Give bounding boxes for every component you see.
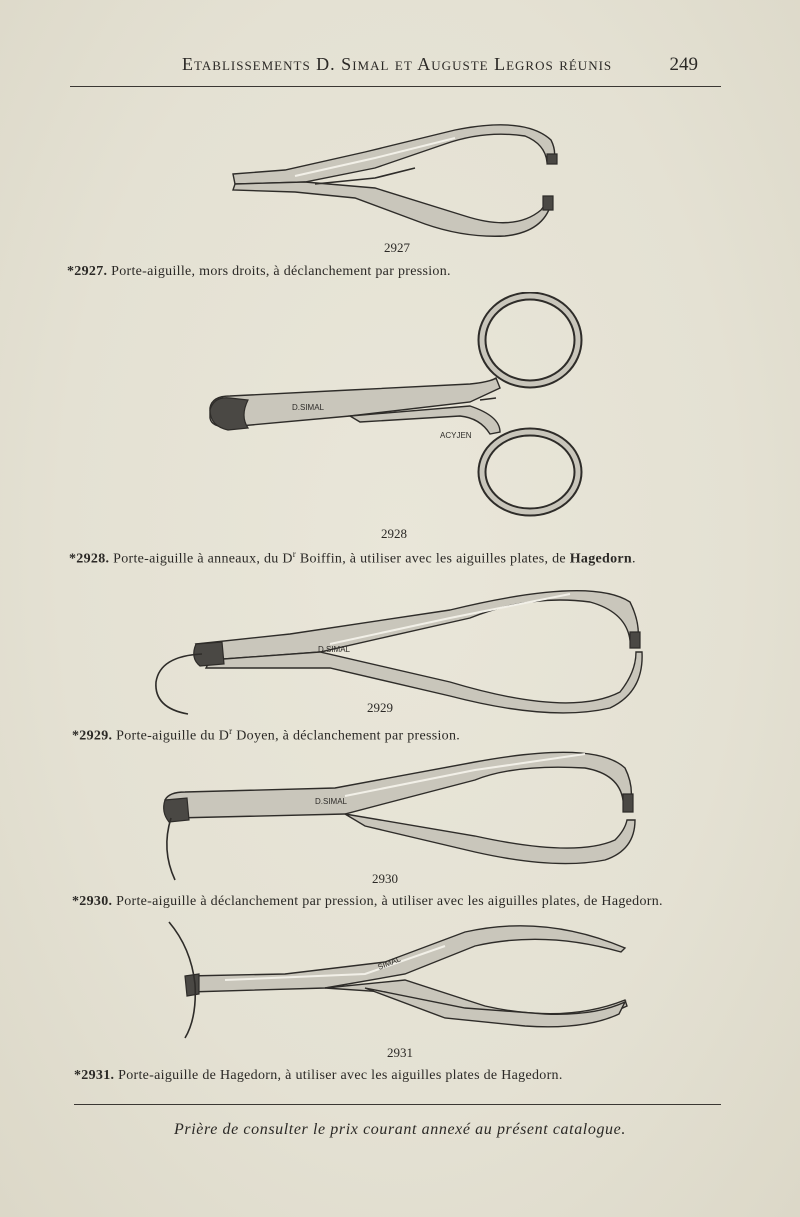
figure-2929-doyen-needle-holder (150, 572, 650, 720)
item-number: *2929. (72, 728, 113, 744)
figure-number: 2929 (367, 700, 393, 715)
figure-2931-hagedorn-needle-holder (165, 918, 635, 1044)
stamp-d-simal: D.SIMAL (315, 797, 348, 806)
header-rule (70, 86, 721, 87)
superscript: r (229, 726, 233, 736)
page-header (70, 54, 720, 80)
item-number: *2931. (74, 1068, 115, 1083)
footer-note: Prière de consulter le prix courant annexé au présent catalogue. (174, 1121, 626, 1138)
item-number: *2928. (69, 551, 110, 567)
item-description: Porte-aiguille du D (116, 728, 230, 744)
item-description: Porte-aiguille, mors droits, à déclanchement par pression. (111, 264, 451, 279)
item-description: Porte-aiguille de Hagedorn, à utiliser avec les aiguilles plates de Hagedorn. (118, 1068, 563, 1083)
item-description-cont: Doyen, à déclanchement par pression. (232, 728, 461, 744)
item-description: Porte-aiguille à déclanchement par pression, à utiliser avec les aiguilles plates, de Hagedorn. (116, 894, 663, 909)
item-number: *2927. (67, 264, 108, 279)
stamp-d-simal: D.SIMAL (292, 403, 325, 412)
caption-2928 (69, 549, 636, 568)
figure-number: 2931 (387, 1045, 413, 1060)
header-title: Etablissements D. Simal et Auguste Legros réunis (182, 54, 613, 74)
item-description-cont: Boiffin, à utiliser avec les aiguilles plates, de (296, 551, 570, 567)
stamp-simal: SIMAL (376, 954, 403, 972)
item-description: Porte-aiguille à anneaux, du D (113, 551, 293, 567)
caption-2927 (67, 264, 451, 280)
figure-number: 2928 (381, 526, 407, 541)
caption-2930 (72, 894, 663, 910)
caption-2931 (74, 1068, 563, 1084)
figure-2930-needle-holder (155, 740, 645, 886)
superscript: r (292, 549, 297, 559)
item-number: *2930. (72, 894, 113, 909)
figure-number: 2927 (384, 240, 410, 255)
figure-2928-ring-needle-holder (200, 292, 590, 518)
item-end: . (632, 551, 636, 567)
figure-2927-needle-holder (225, 118, 565, 240)
stamp-acyjen: ACYJEN (440, 431, 472, 440)
stamp-d-simal: D.SIMAL (318, 645, 351, 654)
item-bold-name: Hagedorn (569, 551, 632, 567)
page-number: 249 (669, 54, 698, 75)
footer-rule (74, 1104, 721, 1105)
figure-number: 2930 (372, 871, 398, 886)
